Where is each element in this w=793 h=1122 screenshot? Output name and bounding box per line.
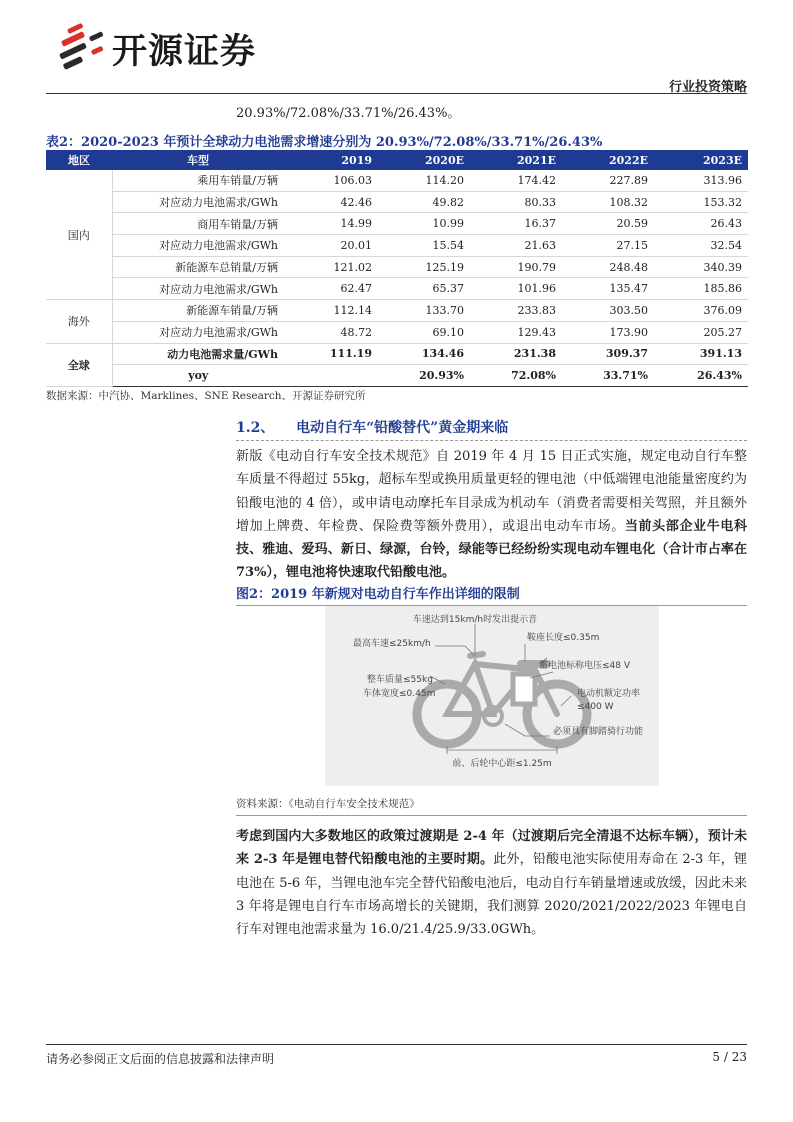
row-label: yoy	[112, 365, 284, 387]
table-row	[46, 213, 748, 235]
row-label: 新能源车总销量/万辆	[112, 256, 284, 278]
cell: 135.47	[562, 278, 654, 300]
cell: 231.38	[470, 343, 562, 365]
label-motor-power: 电动机额定功率	[577, 689, 641, 699]
cell: 20.59	[562, 213, 654, 235]
header-divider	[46, 93, 747, 94]
paragraph-text: 新版《电动自行车安全技术规范》自 2019 年 4 月 15 日正式实施，规定电动自行车整车质量不得超过 55kg，超标车型或换用质量更轻的锂电池（中低端锂电池能量密度约为铅酸电池的 4 倍），或申请电动摩托车目录成为机动车（消费者需要相关驾照，并且额外增加上牌费、年检费、保险费等额外费用），或退出电动车市场。	[236, 449, 747, 534]
ebike-regulation-diagram	[325, 606, 659, 786]
section-divider	[236, 440, 747, 441]
cell: 185.86	[654, 278, 748, 300]
header-2019: 2019	[284, 150, 378, 170]
cell: 233.83	[470, 300, 562, 322]
cell: 72.08%	[470, 365, 562, 387]
paragraph-emphasis: 考虑到国内大多数地区的政策过渡期是 2-4 年（过渡期后完全清退不达标车辆），预计未来 2-3 年是锂电替代铅酸电池的主要时期。	[236, 829, 747, 868]
page-number: 5 / 23	[712, 1050, 747, 1064]
section-number: 1.2、	[236, 420, 275, 436]
table-row	[46, 278, 748, 300]
company-name: 开源证券	[112, 32, 257, 72]
header-2020e: 2020E	[378, 150, 470, 170]
cell: 108.32	[562, 191, 654, 213]
table-row	[46, 256, 748, 278]
row-label: 对应动力电池需求/GWh	[112, 321, 284, 343]
figure-source: 资料来源：《电动自行车安全技术规范》	[236, 796, 747, 816]
table-caption: 表2：2020-2023 年预计全球动力电池需求增速分别为 20.93%/72.08%/33.71%/26.43%	[46, 135, 603, 150]
cell: 32.54	[654, 235, 748, 257]
footer-divider	[46, 1044, 747, 1045]
label-saddle-length: 鞍座长度≤0.35m	[527, 633, 600, 643]
label-wheelbase: 前、后轮中心距≤1.25m	[452, 759, 552, 769]
row-label: 商用车销量/万辆	[112, 213, 284, 235]
row-label: 新能源车销量/万辆	[112, 300, 284, 322]
cell: 133.70	[378, 300, 470, 322]
cell: 21.63	[470, 235, 562, 257]
cell: 391.13	[654, 343, 748, 365]
paragraph-text: 此外，铅酸电池实际使用寿命在 2-3 年，锂电池在 5-6 年，当锂电池车完全替代铅酸电池后，电动自行车销量增速或放缓，因此未来 3 年将是锂电自行车市场高增长的关键期，我们测算 2020/2021/2022/2023 年锂电自行车对锂电池需求量为 16.0/21.4/25.9/33.0GWh。	[236, 852, 747, 938]
cell: 16.37	[470, 213, 562, 235]
row-label: 对应动力电池需求/GWh	[112, 191, 284, 213]
cell: 376.09	[654, 300, 748, 322]
cell: 20.01	[284, 235, 378, 257]
cell: 49.82	[378, 191, 470, 213]
cell: 80.33	[470, 191, 562, 213]
table-row	[46, 191, 748, 213]
paragraph-emphasis: 当前头部企业牛电科技、雅迪、爱玛、新日、绿源，台铃，绿能等已经纷纷实现电动车锂电化（合计市占率在 73%），锂电池将快速取代铅酸电池。	[236, 518, 747, 581]
table-row	[46, 343, 748, 365]
region-domestic: 国内	[46, 170, 112, 300]
cell: 309.37	[562, 343, 654, 365]
cell: 190.79	[470, 256, 562, 278]
cell: 340.39	[654, 256, 748, 278]
label-pedal-function: 必须具有脚踏骑行功能	[553, 727, 644, 737]
footer-disclaimer: 请务必参阅正文后面的信息披露和法律声明	[46, 1052, 275, 1066]
table-row	[46, 235, 748, 257]
row-label: 乘用车销量/万辆	[112, 170, 284, 191]
region-overseas: 海外	[46, 300, 112, 343]
cell: 14.99	[284, 213, 378, 235]
logo-mark-icon	[59, 23, 104, 70]
cell: 227.89	[562, 170, 654, 191]
row-label: 动力电池需求量/GWh	[112, 343, 284, 365]
cell: 248.48	[562, 256, 654, 278]
cell: 26.43%	[654, 365, 748, 387]
figure-caption: 图2：2019 年新规对电动自行车作出详细的限制	[236, 583, 747, 606]
cell: 153.32	[654, 191, 748, 213]
row-label: 对应动力电池需求/GWh	[112, 235, 284, 257]
cell: 173.90	[562, 321, 654, 343]
cell: 27.15	[562, 235, 654, 257]
cell: 26.43	[654, 213, 748, 235]
section-heading	[236, 417, 508, 437]
cell: 174.42	[470, 170, 562, 191]
label-vehicle-mass: 整车质量≤55kg	[367, 675, 433, 685]
cell: 106.03	[284, 170, 378, 191]
cell: 48.72	[284, 321, 378, 343]
cell: 313.96	[654, 170, 748, 191]
table-row	[46, 300, 748, 322]
header-2022e: 2022E	[562, 150, 654, 170]
header-2021e: 2021E	[470, 150, 562, 170]
table-source: 数据来源：中汽协、Marklines、SNE Research、开源证券研究所	[46, 390, 366, 402]
cell: 111.19	[284, 343, 378, 365]
header-vehicle-type: 车型	[112, 150, 284, 170]
cell: 15.54	[378, 235, 470, 257]
cell: 62.47	[284, 278, 378, 300]
cell: 33.71%	[562, 365, 654, 387]
label-motor-power-value: ≤400 W	[577, 702, 614, 712]
table-row	[46, 365, 748, 387]
cell	[284, 365, 378, 387]
row-label: 对应动力电池需求/GWh	[112, 278, 284, 300]
cell: 205.27	[654, 321, 748, 343]
paragraph-ebike-regulation	[236, 445, 747, 585]
cell: 303.50	[562, 300, 654, 322]
region-global: 全球	[46, 343, 112, 386]
cell: 121.02	[284, 256, 378, 278]
cell: 101.96	[470, 278, 562, 300]
label-battery-voltage: 蓄电池标称电压≤48 V	[539, 661, 631, 671]
cell: 10.99	[378, 213, 470, 235]
label-max-speed: 最高车速≤25km/h	[353, 639, 431, 649]
cell: 112.14	[284, 300, 378, 322]
cell: 114.20	[378, 170, 470, 191]
table-row	[46, 321, 748, 343]
cell: 20.93%	[378, 365, 470, 387]
cell: 69.10	[378, 321, 470, 343]
header-2023e: 2023E	[654, 150, 748, 170]
label-speed-alert: 车速达到15km/h时发出提示音	[412, 615, 538, 625]
cell: 65.37	[378, 278, 470, 300]
cell: 129.43	[470, 321, 562, 343]
continuation-text: 20.93%/72.08%/33.71%/26.43%。	[236, 106, 461, 121]
table-header-row	[46, 150, 748, 170]
report-category: 行业投资策略	[668, 80, 747, 95]
label-vehicle-width: 车体宽度≤0.45m	[363, 689, 436, 699]
cell: 125.19	[378, 256, 470, 278]
section-title: 电动自行车“铅酸替代”黄金期来临	[296, 420, 509, 436]
table-row	[46, 170, 748, 191]
header-region: 地区	[46, 150, 112, 170]
cell: 134.46	[378, 343, 470, 365]
paragraph-lithium-replacement	[236, 825, 747, 941]
cell: 42.46	[284, 191, 378, 213]
battery-demand-table	[46, 150, 748, 387]
